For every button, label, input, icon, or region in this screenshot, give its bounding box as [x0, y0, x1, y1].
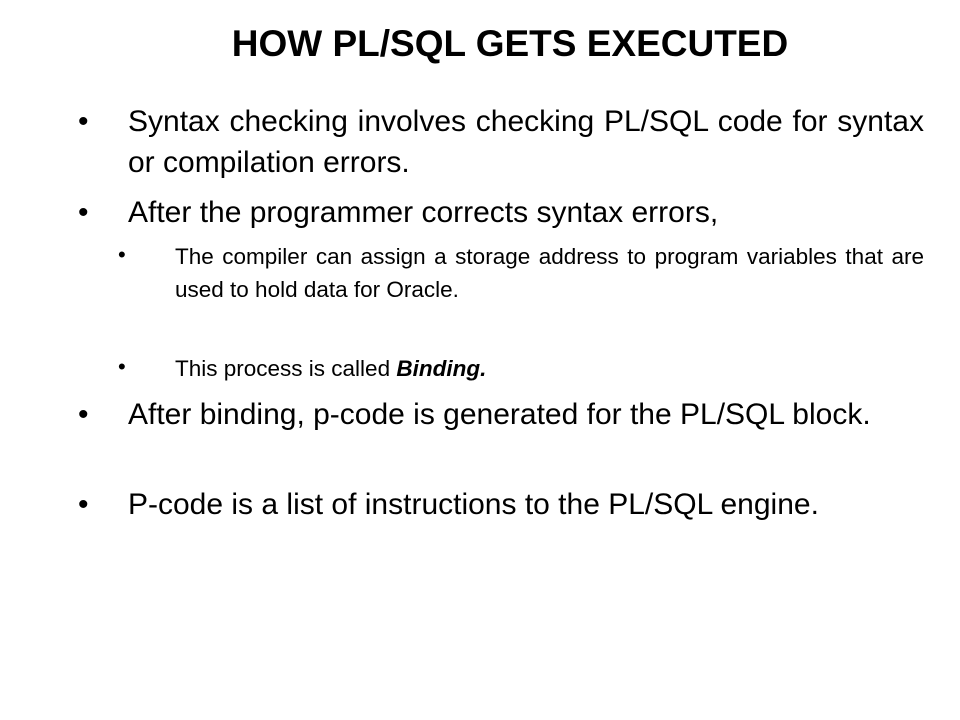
bullet-text [175, 352, 924, 385]
bullet-glyph: • [78, 398, 89, 431]
bullet-text: After the programmer corrects syntax errors, [128, 196, 719, 229]
bullet-glyph: • [78, 488, 89, 521]
bullet-text: After binding, p-code is generated for the PL/SQL block. [128, 398, 871, 431]
bullet-glyph: • [118, 354, 126, 379]
bullet-text: The compiler can assign a storage address to program variables that are used to hold data for Oracle. [175, 244, 924, 302]
bullet-glyph: • [78, 196, 89, 229]
bullet-text-prefix: This process is called [175, 356, 397, 381]
binding-term: Binding. [396, 356, 487, 381]
bullet-glyph: • [78, 105, 89, 138]
slide-title: HOW PL/SQL GETS EXECUTED [231, 23, 789, 64]
bullet-text: P-code is a list of instructions to the PL/SQL engine. [128, 488, 819, 521]
bullet-glyph: • [118, 242, 126, 267]
bullet-text: Syntax checking involves checking PL/SQL code for syntax or compilation errors. [128, 105, 924, 179]
